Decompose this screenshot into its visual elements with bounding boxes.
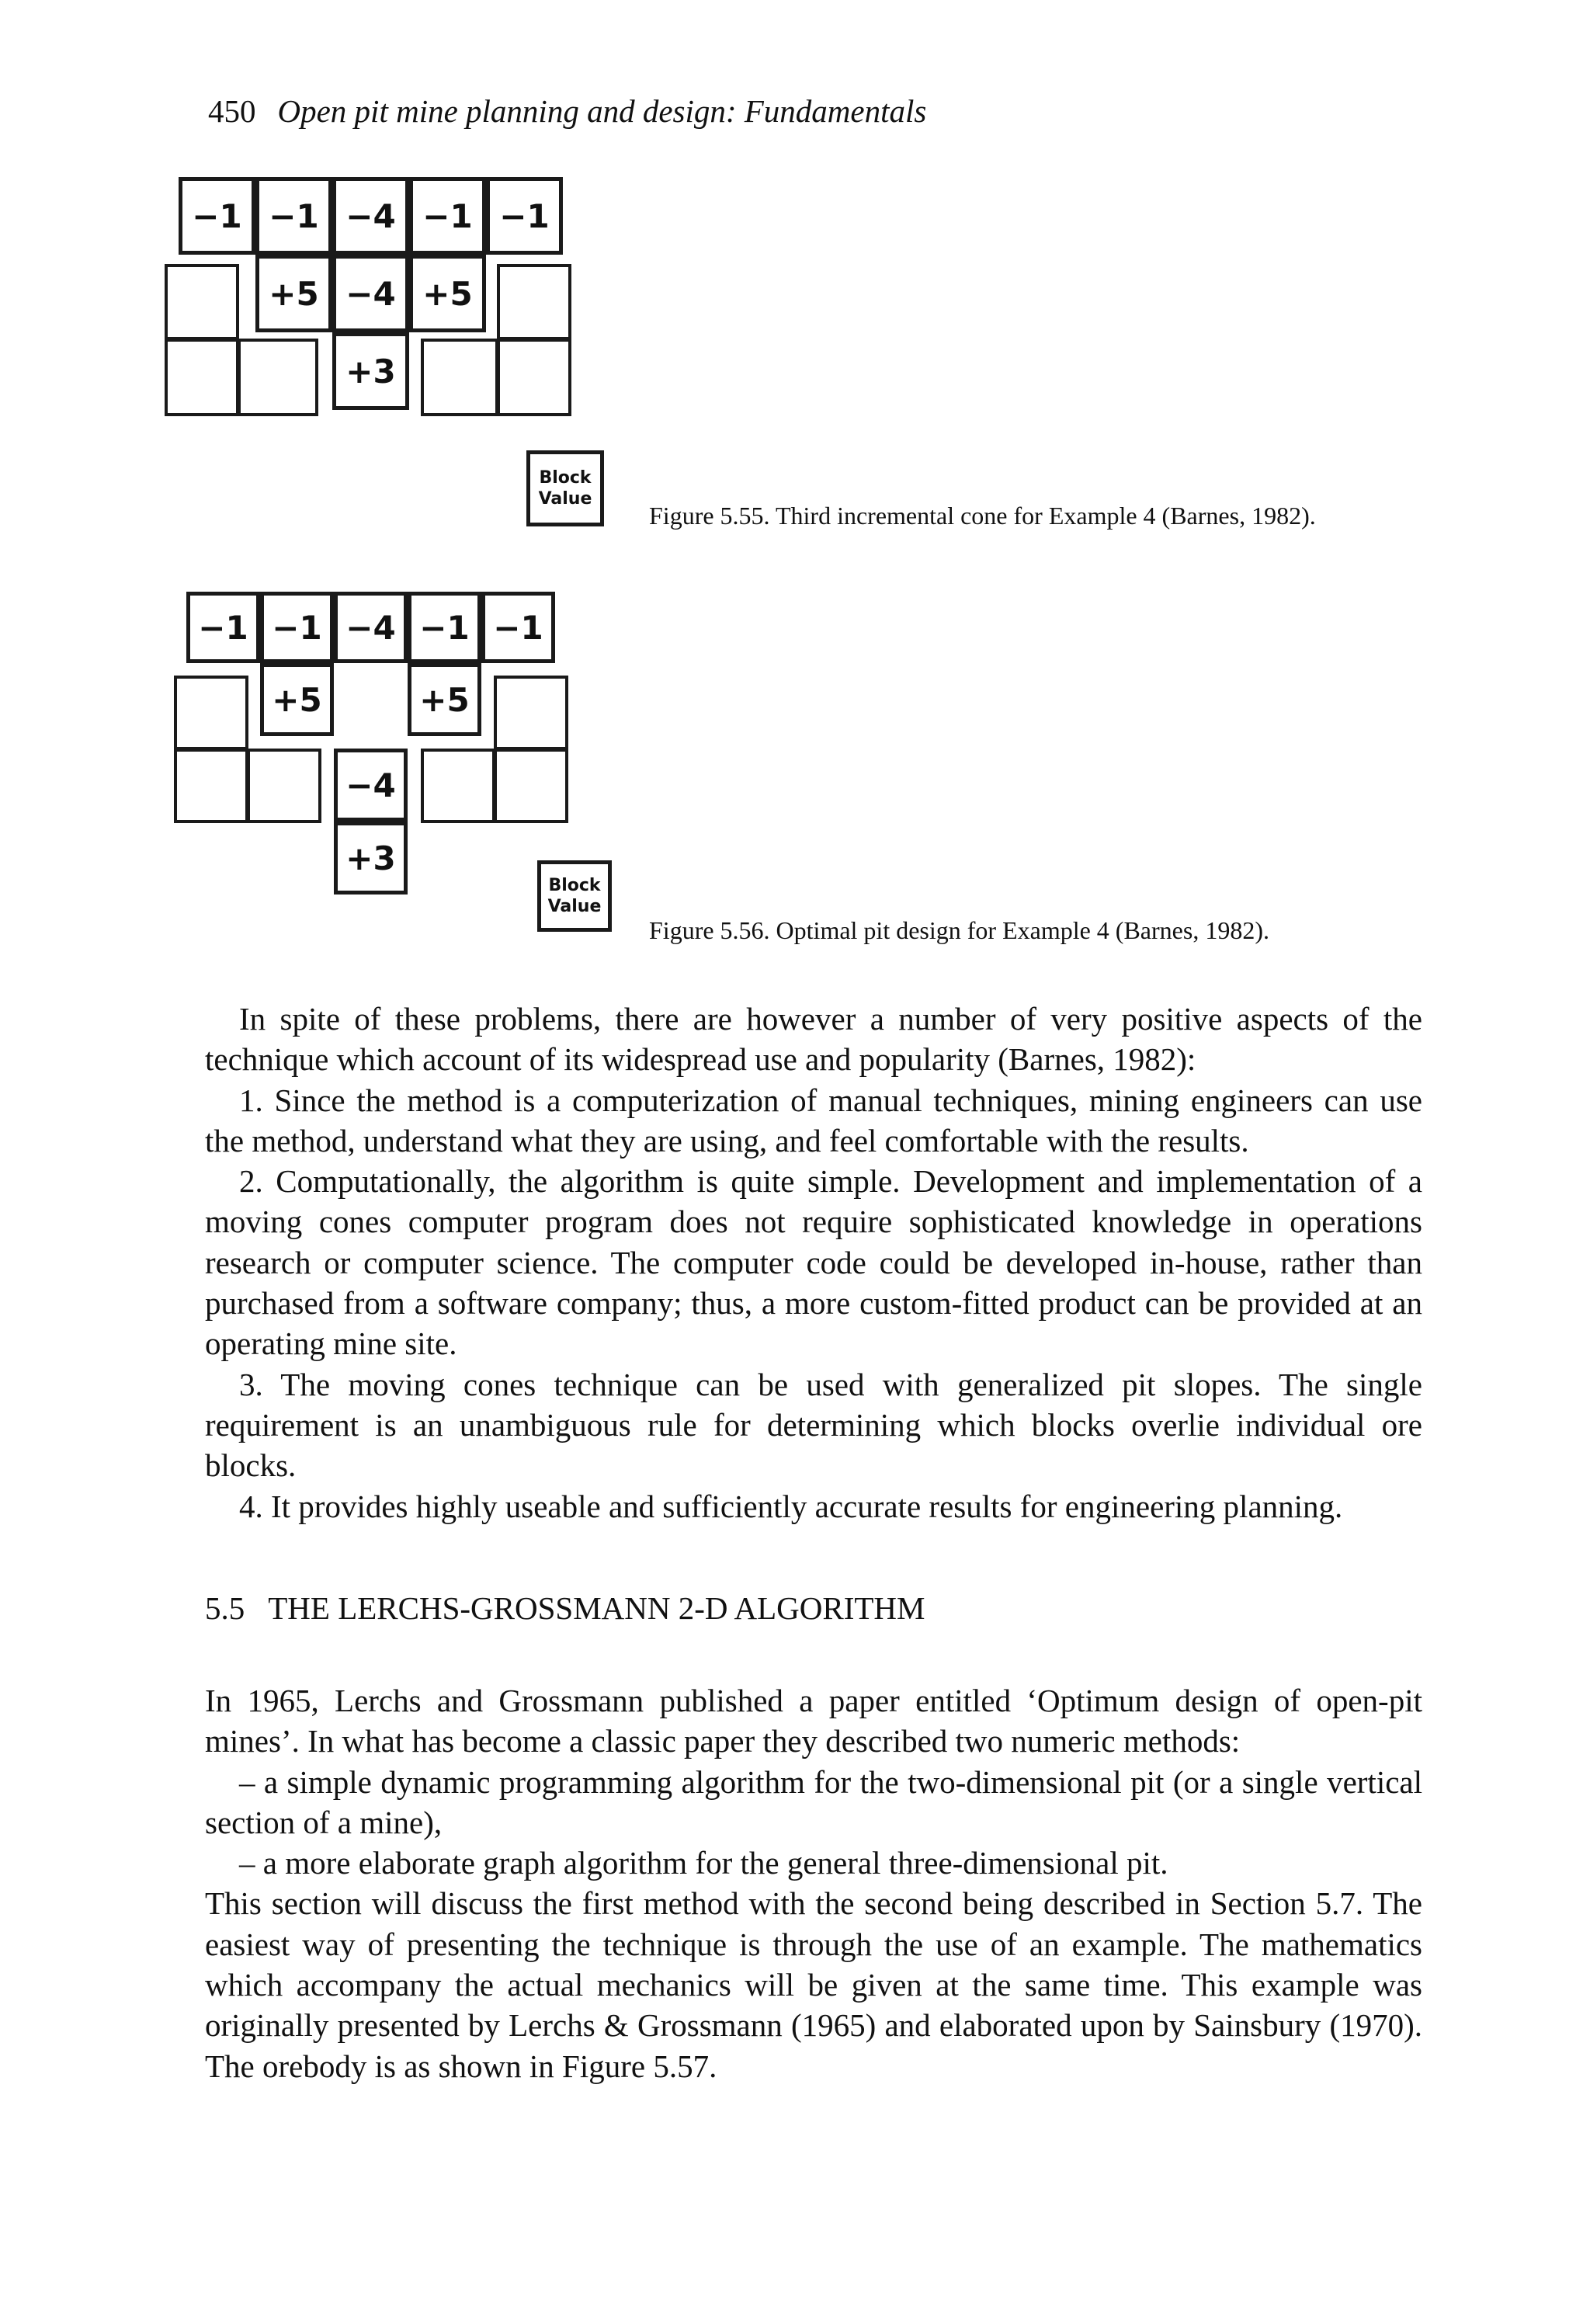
list-item: 1. Since the method is a computerization of manual techniques, mining engineers can use the method, understand what they are using, and feel comfortable with the results.	[205, 1082, 1422, 1159]
block-value: +5	[409, 255, 486, 332]
figure-caption: Figure 5.55. Third incremental cone for Example 4 (Barnes, 1982).	[649, 502, 1316, 530]
page-number: 450	[208, 93, 256, 129]
body-text-lower	[205, 1680, 1422, 2086]
block-value: −1	[179, 177, 255, 255]
empty-block	[421, 339, 498, 416]
legend-label: Value	[538, 489, 592, 509]
block-value: −1	[486, 177, 563, 255]
block-value: −4	[334, 592, 408, 663]
list-item: 3. The moving cones technique can be used with generalized pit slopes. The single requirement is an unambiguous rule for determining which blocks overlie individual ore blocks.	[205, 1366, 1422, 1484]
figure-caption: Figure 5.56. Optimal pit design for Example 4 (Barnes, 1982).	[649, 916, 1269, 944]
list-item: 4. It provides highly useable and sufficiently accurate results for engineering planning.	[239, 1488, 1343, 1524]
block-value: −1	[186, 592, 260, 663]
empty-block	[494, 676, 568, 750]
block-value-legend	[526, 450, 604, 526]
paragraph: In 1965, Lerchs and Grossmann published a paper entitled ‘Optimum design of open-pit mines’. In what has become a classic paper they described two numeric methods:	[205, 1683, 1422, 1760]
block-value: −4	[334, 749, 408, 822]
paragraph: In spite of these problems, there are however a number of very positive aspects of the technique which account of its widespread use and popularity (Barnes, 1982):	[205, 1001, 1422, 1078]
running-header	[208, 92, 926, 130]
empty-block	[494, 749, 568, 823]
block-value: −4	[332, 255, 409, 332]
section-heading	[205, 1588, 925, 1628]
empty-block	[497, 339, 571, 416]
empty-block	[238, 339, 318, 416]
list-item: – a more elaborate graph algorithm for the general three-dimensional pit.	[239, 1845, 1168, 1881]
block-value: −1	[260, 592, 334, 663]
block-value: −1	[255, 177, 332, 255]
legend-label: Block	[548, 876, 601, 895]
list-item: – a simple dynamic programming algorithm for the two-dimensional pit (or a single vertical section of a mine),	[205, 1763, 1422, 1840]
block-value: +5	[408, 663, 481, 736]
section-title: THE LERCHS-GROSSMANN 2-D ALGORITHM	[268, 1590, 925, 1626]
empty-block	[165, 339, 239, 416]
block-value: +3	[332, 332, 409, 410]
block-value: +5	[255, 255, 332, 332]
empty-block	[174, 749, 248, 823]
paragraph: This section will discuss the first method with the second being described in Section 5.7. The easiest way of presenting the technique is through the use of an example. The mathematics which accompany the actual mechanics will be given at the same time. This example was originally presented by Lerchs & Grossmann (1965) and elaborated upon by Sainsbury (1970). The orebody is as shown in Figure 5.57.	[205, 1885, 1422, 2084]
book-title: Open pit mine planning and design: Fundamentals	[277, 93, 927, 129]
legend-label: Value	[547, 897, 602, 916]
empty-block	[421, 749, 495, 823]
block-value: +3	[334, 822, 408, 895]
block-value: +5	[260, 663, 334, 736]
block-value: −1	[408, 592, 481, 663]
block-value: −1	[409, 177, 486, 255]
section-number: 5.5	[205, 1590, 245, 1626]
empty-block	[497, 264, 571, 340]
block-value: −4	[332, 177, 409, 255]
empty-block	[165, 264, 239, 340]
empty-block	[247, 749, 321, 823]
empty-block	[174, 676, 248, 750]
list-item: 2. Computationally, the algorithm is quite simple. Development and implementation of a moving cones computer program does not require sophisticated knowledge in operations research or computer science. The computer code could be developed in-house, rather than purchased from a software company; thus, a more custom-fitted product can be provided at an operating mine site.	[205, 1163, 1422, 1362]
block-value-legend	[537, 860, 612, 932]
body-text-upper	[205, 999, 1422, 1527]
legend-label: Block	[539, 468, 592, 488]
block-value: −1	[481, 592, 555, 663]
